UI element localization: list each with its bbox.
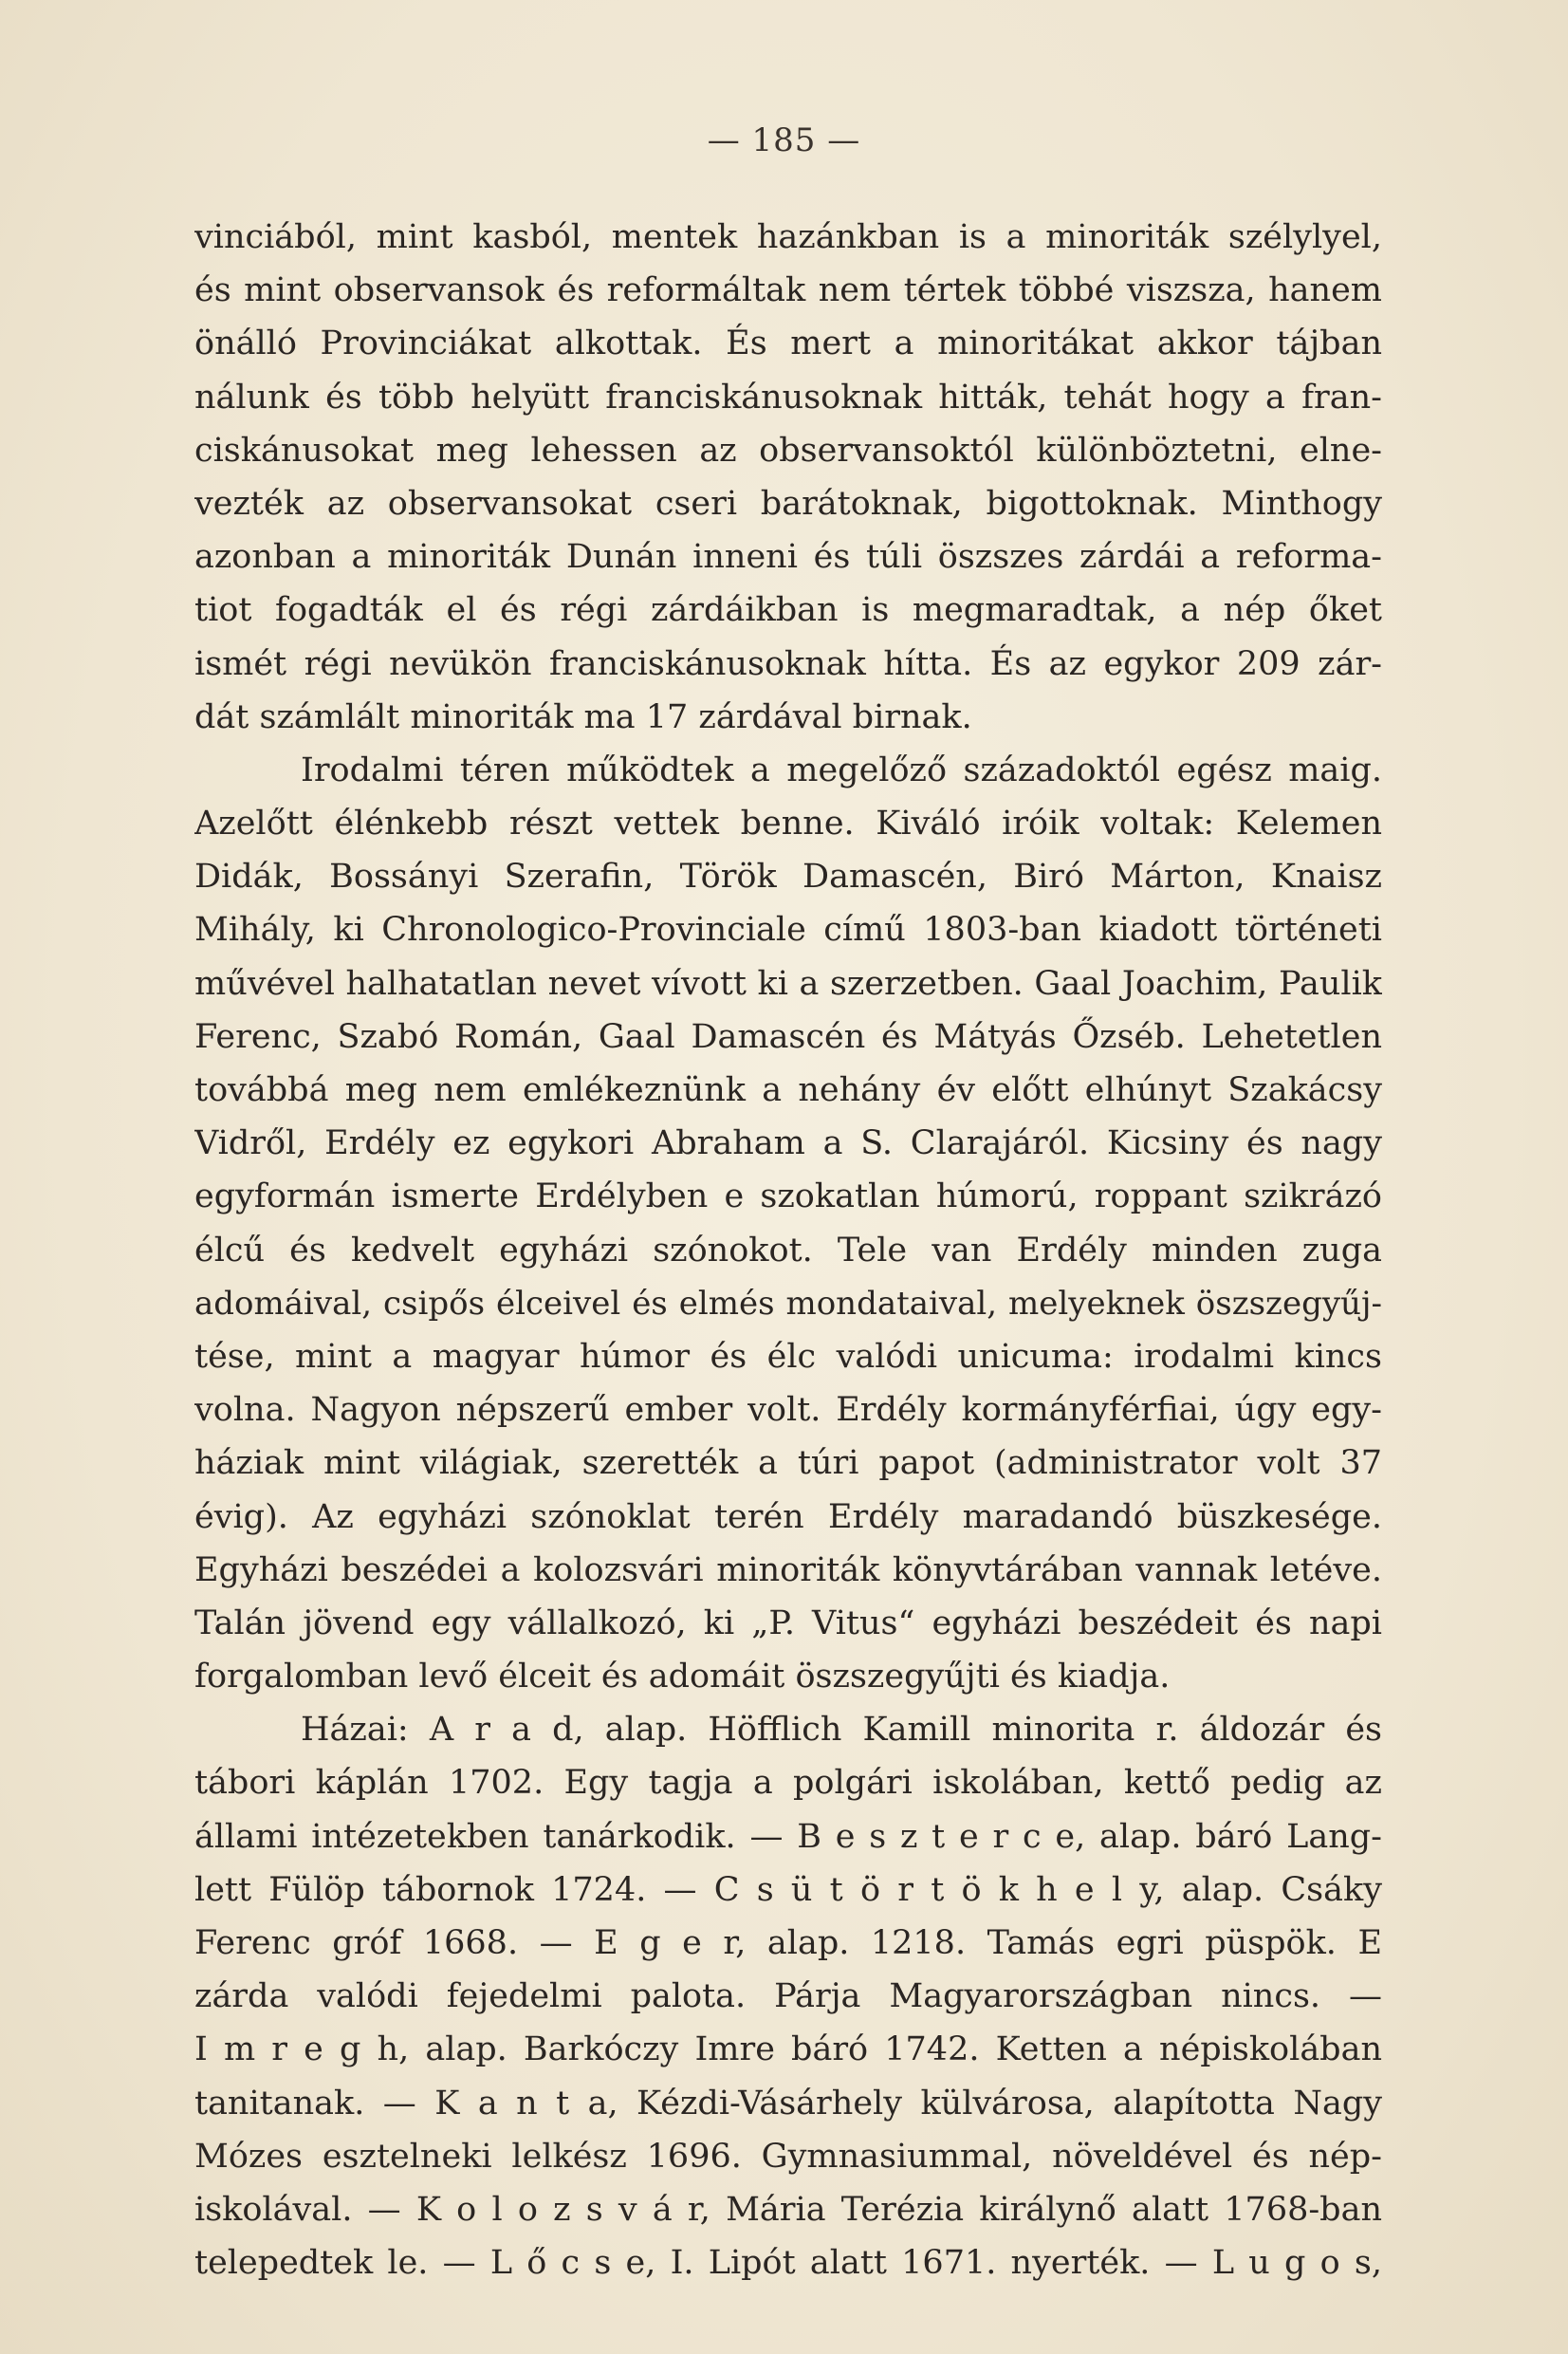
text-line: azonban a minoriták Dunán inneni és túli öszszes zárdái a reforma-	[194, 538, 1382, 577]
text-line: zárda valódi fejedelmi palota. Párja Magyarországban nincs. —	[194, 1977, 1382, 2016]
text-line: nálunk és több helyütt franciskánusoknak hitták, tehát hogy a fran-	[194, 378, 1382, 417]
text-line: ismét régi nevükön franciskánusoknak hítta. És az egykor 209 zár-	[194, 644, 1382, 683]
text-line: volna. Nagyon népszerű ember volt. Erdély kormányférfiai, úgy egy-	[194, 1391, 1382, 1430]
text-line: ciskánusokat meg lehessen az observansoktól különböztetni, elne-	[194, 431, 1382, 470]
text-line: adomáival, csipős élceivel és elmés mondataival, melyeknek öszszegyűj-	[194, 1284, 1382, 1323]
text-line: telepedtek le. — L ő c s e, I. Lipót alatt 1671. nyerték. — L u g o s,	[194, 2244, 1382, 2283]
text-line: lett Fülöp tábornok 1724. — C s ü t ö r t ö k h e l y, alap. Csáky	[194, 1870, 1382, 1909]
text-line: I m r e g h, alap. Barkóczy Imre báró 1742. Ketten a népiskolában	[194, 2030, 1382, 2069]
text-line: egyformán ismerte Erdélyben e szokatlan húmorú, roppant szikrázó	[194, 1177, 1382, 1216]
text-line: tiot fogadták el és régi zárdáikban is megmaradtak, a nép őket	[194, 591, 1382, 630]
text-line: élcű és kedvelt egyházi szónokot. Tele van Erdély minden zuga	[194, 1231, 1382, 1270]
text-line: vezték az observansokat cseri barátoknak, bigottoknak. Minthogy	[194, 484, 1382, 523]
text-line: Vidről, Erdély ez egykori Abraham a S. Clarajáról. Kicsiny és nagy	[194, 1124, 1382, 1163]
text-line: Ferenc gróf 1668. — E g e r, alap. 1218. Tamás egri püspök. E	[194, 1924, 1382, 1962]
text-line: és mint observansok és reformáltak nem tértek többé viszsza, hanem	[194, 271, 1382, 310]
text-line: tábori káplán 1702. Egy tagja a polgári iskolában, kettő pedig az	[194, 1764, 1382, 1803]
text-line: művével halhatatlan nevet vívott ki a szerzetben. Gaal Joachim, Paulik	[194, 964, 1382, 1003]
paragraph-first-line: Irodalmi téren működtek a megelőző századoktól egész maig.	[301, 751, 1382, 789]
text-line: továbbá meg nem emlékeznünk a nehány év előtt elhúnyt Szakácsy	[194, 1071, 1382, 1109]
text-line: állami intézetekben tanárkodik. — B e s z t e r c e, alap. báró Lang-	[194, 1817, 1382, 1856]
text-line: iskolával. — K o l o z s v á r, Mária Terézia királynő alatt 1768-ban	[194, 2190, 1382, 2229]
text-line: tése, mint a magyar húmor és élc valódi unicuma: irodalmi kincs	[194, 1337, 1382, 1376]
text-line: háziak mint világiak, szerették a túri papot (administrator volt 37	[194, 1444, 1382, 1483]
text-line: Ferenc, Szabó Román, Gaal Damascén és Mátyás Őzséb. Lehetetlen	[194, 1017, 1382, 1056]
text-line: évig). Az egyházi szónoklat terén Erdély maradandó büszkesége.	[194, 1497, 1382, 1536]
text-line: vinciából, mint kasból, mentek hazánkban is a minoriták szélylyel,	[194, 218, 1382, 256]
text-line: Didák, Bossányi Szerafin, Török Damascén, Biró Márton, Knaisz	[194, 858, 1382, 897]
text-line: Mihály, ki Chronologico-Provinciale című 1803-ban kiadott történeti	[194, 911, 1382, 950]
text-line: dát számlált minoriták ma 17 zárdával birnak.	[194, 697, 972, 736]
paragraph-first-line: Házai: A r a d, alap. Höfflich Kamill minorita r. áldozár és	[301, 1711, 1382, 1750]
text-line: Talán jövend egy vállalkozó, ki „P. Vitus“ egyházi beszédeit és napi	[194, 1603, 1382, 1642]
text-line: Mózes esztelneki lelkész 1696. Gymnasiummal, növeldével és nép-	[194, 2137, 1382, 2176]
body-text	[194, 211, 1382, 2289]
text-line: tanitanak. — K a n t a, Kézdi-Vásárhely külvárosa, alapította Nagy	[194, 2084, 1382, 2122]
text-line: Egyházi beszédei a kolozsvári minoriták könyvtárában vannak letéve.	[194, 1550, 1382, 1589]
text-line: forgalomban levő élceit és adomáit öszszegyűjti és kiadja.	[194, 1658, 1171, 1696]
text-line: önálló Provinciákat alkottak. És mert a minoritákat akkor tájban	[194, 324, 1382, 363]
page-number: — 185 —	[707, 121, 861, 159]
text-line: Azelőtt élénkebb részt vettek benne. Kiváló iróik voltak: Kelemen	[194, 805, 1382, 843]
